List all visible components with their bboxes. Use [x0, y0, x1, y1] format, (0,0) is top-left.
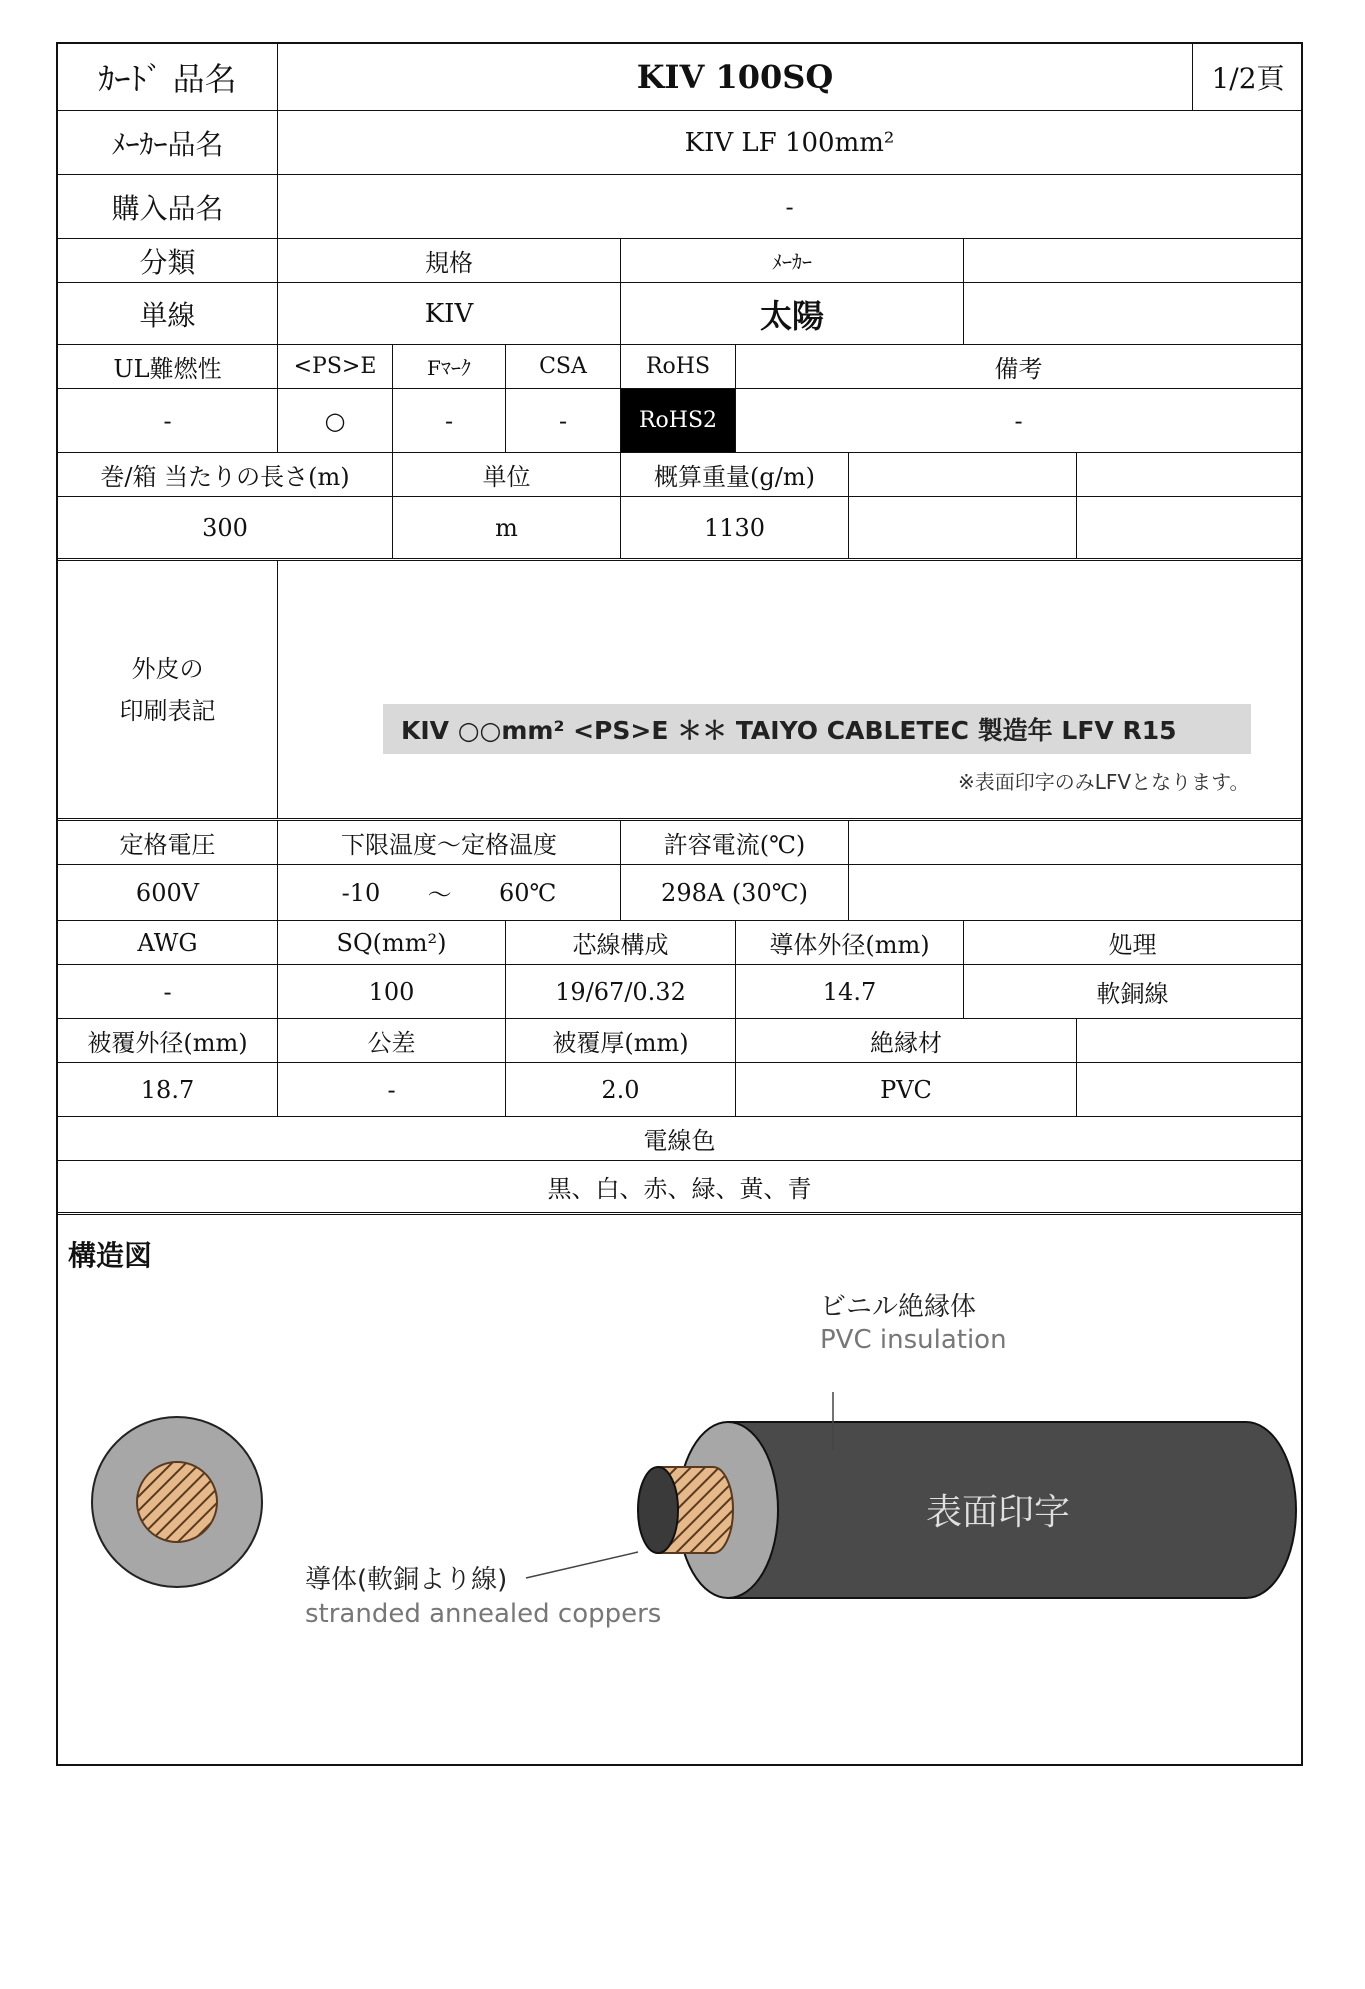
purchase-name-row: [58, 175, 1301, 239]
insulation-empty-value: [1077, 1063, 1301, 1116]
awg-value: -: [58, 965, 278, 1018]
voltage-value: 600V: [58, 865, 278, 920]
classification-header-row: [58, 239, 1301, 283]
print-label-line1: 外皮の: [131, 654, 204, 683]
current-value: 298A (30℃): [621, 865, 849, 920]
packaging-empty-2: [1077, 453, 1301, 496]
csa-value: -: [506, 389, 621, 452]
ul-label: UL難燃性: [58, 345, 278, 388]
card-name-row: [58, 44, 1301, 111]
tolerance-label: 公差: [278, 1019, 506, 1062]
ratings-header-row: [58, 821, 1301, 865]
print-label-line2: 印刷表記: [119, 696, 216, 725]
print-note: ※表面印字のみLFVとなります。: [958, 770, 1250, 794]
maker-label: ﾒｰｶｰ: [621, 239, 964, 282]
packaging-value-row: [58, 497, 1301, 561]
card-name-value: KIV 100SQ: [278, 44, 1193, 110]
temperature-label: 下限温度～定格温度: [278, 821, 621, 864]
treatment-value: 軟銅線: [1096, 980, 1169, 1008]
classification-empty-value: [964, 283, 1301, 344]
ratings-value-row: [58, 865, 1301, 921]
ratings-empty-value: [849, 865, 1301, 920]
length-label: 巻/箱 当たりの長さ(m): [58, 453, 393, 496]
spec-sheet: [56, 42, 1303, 1766]
conductor-label-jp: 導体(軟銅より線): [305, 1565, 508, 1595]
maker-name-row: [58, 111, 1301, 175]
purchase-name-value: -: [785, 192, 794, 221]
unit-label: 単位: [393, 453, 621, 496]
pse-label: <PS>E: [278, 345, 393, 388]
unit-value: m: [393, 497, 621, 558]
print-label: [58, 561, 278, 818]
remarks-value: -: [1014, 406, 1023, 435]
ratings-empty: [849, 821, 1301, 864]
core-label: 芯線構成: [506, 921, 736, 964]
remarks-label: 備考: [994, 355, 1043, 383]
page-number: 1/2頁: [1211, 62, 1285, 95]
classification-value: 単線: [58, 283, 278, 344]
temperature-value: [278, 865, 621, 920]
insulation-thickness-value: 2.0: [506, 1063, 736, 1116]
purchase-name-label: 購入品名: [58, 175, 278, 238]
maker-name-label: ﾒｰｶｰ品名: [58, 111, 278, 174]
packaging-empty-1: [849, 453, 1077, 496]
awg-label: AWG: [58, 921, 278, 964]
length-value: 300: [58, 497, 393, 558]
packaging-empty-3: [849, 497, 1077, 558]
insulation-label-en: PVC insulation: [820, 1325, 1007, 1355]
standard-label: 規格: [278, 239, 621, 282]
weight-value: 1130: [621, 497, 849, 558]
insulation-value-row: [58, 1063, 1301, 1117]
conductor-header-row: [58, 921, 1301, 965]
insulation-material-label: 絶縁材: [736, 1019, 1077, 1062]
insulation-header-row: [58, 1019, 1301, 1063]
maker-name-value: KIV LF 100mm²: [684, 127, 895, 158]
packaging-header-row: [58, 453, 1301, 497]
maker-value: 太陽: [621, 283, 964, 344]
conductor-od-label: 導体外径(mm): [736, 921, 964, 964]
fmark-label: Fﾏｰｸ: [393, 345, 506, 388]
color-header-row: [58, 1117, 1301, 1161]
weight-label: 概算重量(g/m): [621, 453, 849, 496]
cert-value-row: [58, 389, 1301, 453]
pse-value: ○: [278, 389, 393, 452]
classification-value-row: [58, 283, 1301, 345]
tolerance-value: -: [278, 1063, 506, 1116]
sq-label: SQ(mm²): [278, 921, 506, 964]
insulation-od-label: 被覆外径(mm): [58, 1019, 278, 1062]
temperature-high: 60℃: [498, 878, 557, 907]
structure-title: 構造図: [68, 1239, 153, 1272]
rohs-label: RoHS: [621, 345, 736, 388]
structure-diagram: [58, 1222, 1301, 1762]
conductor-value-row: [58, 965, 1301, 1019]
conductor-label-en: stranded annealed coppers: [305, 1599, 662, 1629]
classification-empty-cell: [964, 239, 1301, 282]
ul-value: -: [58, 389, 278, 452]
surface-print-label: 表面印字: [925, 1492, 1071, 1533]
cable-illustration: [526, 1392, 1296, 1598]
color-value: 黒、白、赤、緑、黄、青: [547, 1175, 812, 1203]
conductor-od-value: 14.7: [736, 965, 964, 1018]
insulation-empty: [1077, 1019, 1301, 1062]
temperature-low: -10: [341, 878, 381, 907]
color-label: 電線色: [643, 1127, 716, 1155]
core-value: 19/67/0.32: [506, 965, 736, 1018]
cross-section: [92, 1417, 262, 1587]
classification-label: 分類: [58, 239, 278, 282]
color-value-row: [58, 1161, 1301, 1215]
print-band: KIV ○○mm² <PS>E ＊＊ TAIYO CABLETEC 製造年 LFV R15: [383, 704, 1251, 754]
cert-header-row: [58, 345, 1301, 389]
treatment-label: 処理: [1108, 931, 1157, 959]
packaging-empty-4: [1077, 497, 1301, 558]
standard-value: KIV: [278, 283, 621, 344]
voltage-label: 定格電圧: [58, 821, 278, 864]
current-label: 許容電流(℃): [621, 821, 849, 864]
temperature-separator: ～: [427, 881, 452, 909]
sq-value: 100: [278, 965, 506, 1018]
insulation-label-jp: ビニル絶縁体: [820, 1292, 977, 1322]
rohs-badge: RoHS2: [621, 389, 736, 452]
insulation-thickness-label: 被覆厚(mm): [506, 1019, 736, 1062]
insulation-material-value: PVC: [736, 1063, 1077, 1116]
insulation-od-value: 18.7: [58, 1063, 278, 1116]
fmark-value: -: [393, 389, 506, 452]
csa-label: CSA: [506, 345, 621, 388]
card-name-label: ｶｰﾄﾞ 品名: [58, 44, 278, 110]
